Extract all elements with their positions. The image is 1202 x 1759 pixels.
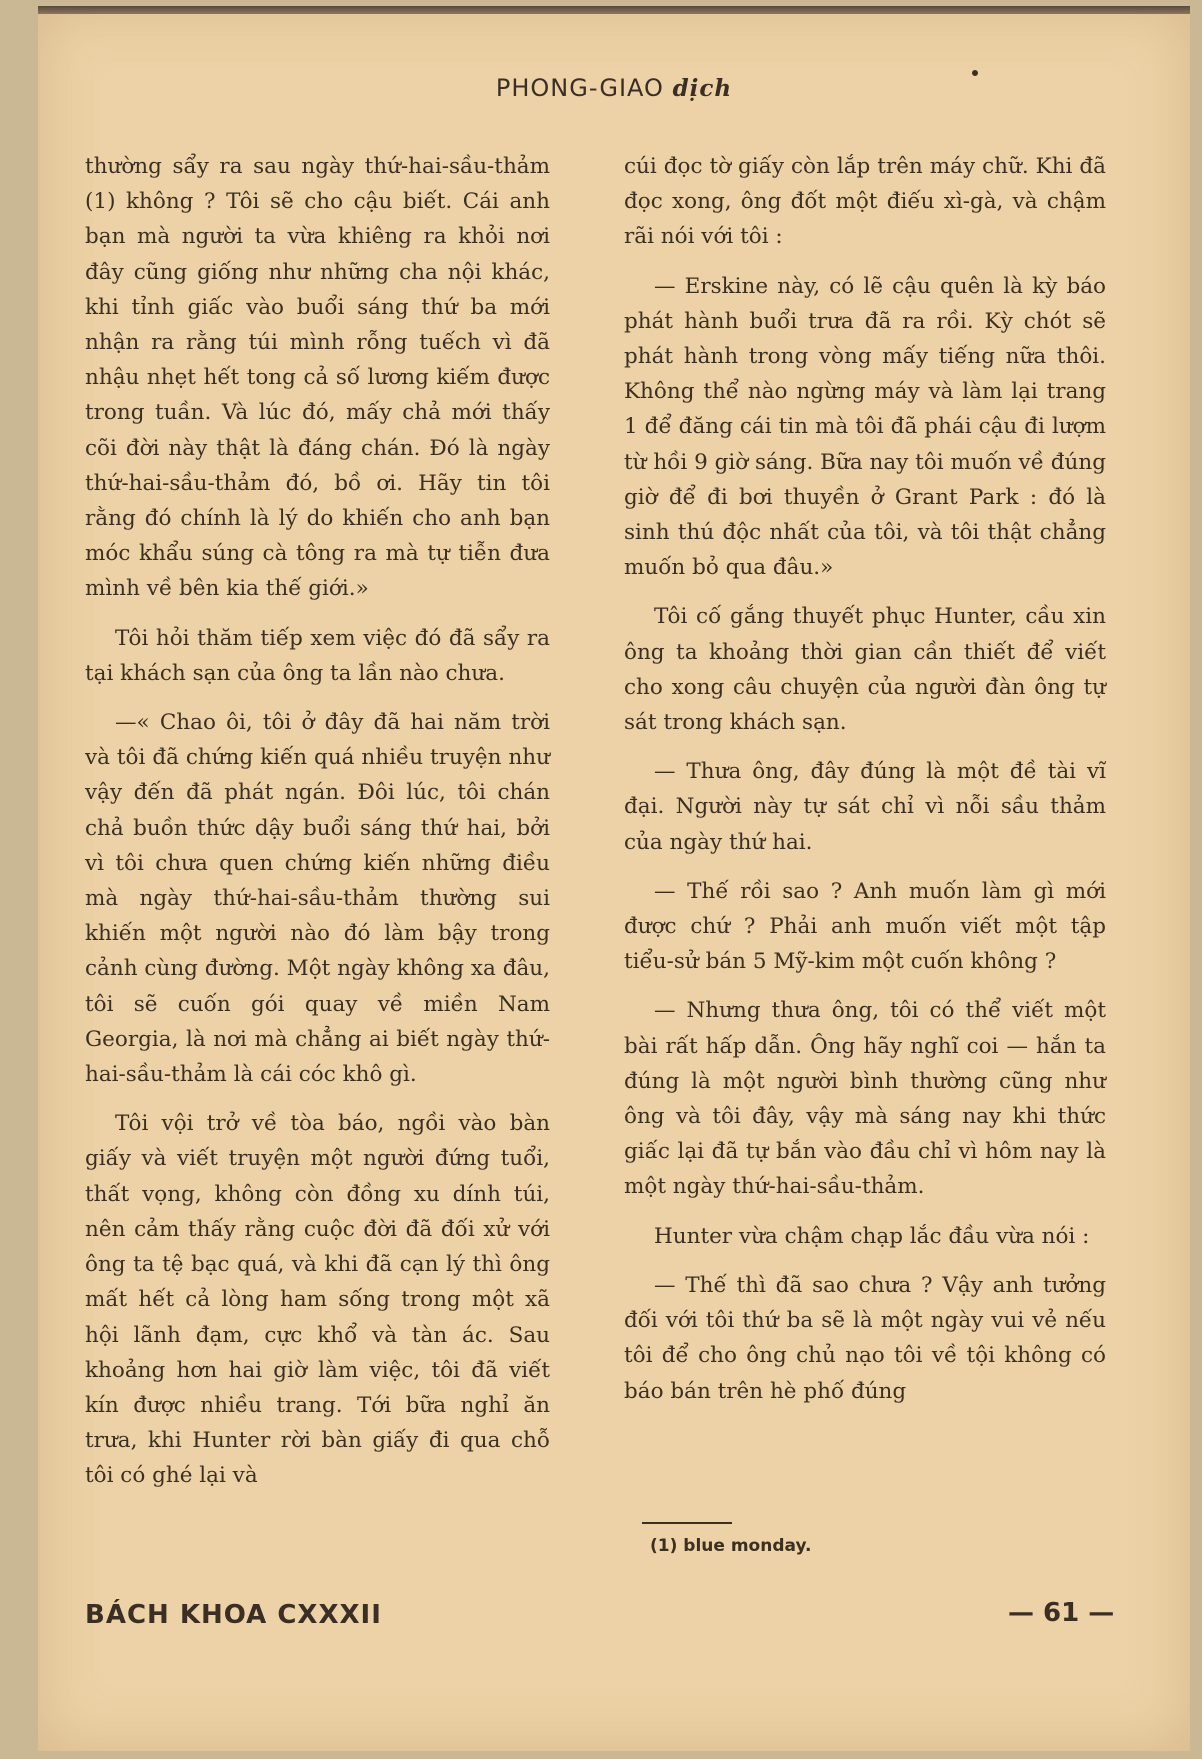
footnote: (1) blue monday. <box>650 1536 812 1556</box>
top-edge-rule <box>38 6 1190 14</box>
magazine-page <box>38 6 1190 1751</box>
paragraph: — Nhưng thưa ông, tôi có thể viết một bài rất hấp dẫn. Ông hãy nghĩ coi — hắn ta đúng là một người bình thường cũng như ông và tôi đây, vậy mà sáng nay khi thức giấc lại đã tự bắn vào đầu chỉ vì hôm nay là một ngày thứ-hai-sầu-thảm. <box>624 998 1106 1200</box>
right-column <box>624 149 1106 1423</box>
running-head-role: dịch <box>672 75 733 102</box>
page-number: — 61 — <box>1008 1598 1115 1628</box>
journal-title: BÁCH KHOA CXXXII <box>85 1600 382 1630</box>
paragraph: Hunter vừa chậm chạp lắc đầu vừa nói : <box>654 1223 1090 1249</box>
running-head <box>38 74 1190 102</box>
paragraph: — Erskine này, có lẽ cậu quên là kỳ báo phát hành buổi trưa đã ra rồi. Kỳ chót sẽ phát hành trong vòng mấy tiếng nữa thôi. Không thể nào ngừng máy và làm lại trang 1 để đăng cái tin mà tôi đã phái cậu đi lượm từ hồi 9 giờ sáng. Bữa nay tôi muốn về đúng giờ để đi bơi thuyền ở Grant Park : đó là sinh thú độc nhất của tôi, và tôi thật chẳng muốn bỏ qua đâu.» <box>624 273 1106 581</box>
left-column <box>85 149 550 1508</box>
paragraph: Tôi vội trở về tòa báo, ngồi vào bàn giấy và viết truyện một người đứng tuổi, thất vọng, không còn đồng xu dính túi, nên cảm thấy rằng cuộc đời đã đối xử với ông ta tệ bạc quá, và khi đã cạn lý thì ông mất hết cả lòng ham sống trong một xã hội lãnh đạm, cực khổ và tàn ác. Sau khoảng hơn hai giờ làm việc, tôi đã viết kín được nhiều trang. Tới bữa nghỉ ăn trưa, khi Hunter rời bàn giấy đi qua chỗ tôi có ghé lại và <box>85 1111 550 1489</box>
footnote-rule <box>642 1522 732 1524</box>
paragraph: —« Chao ôi, tôi ở đây đã hai năm trời và tôi đã chứng kiến quá nhiều truyện như vậy đến đã phát ngán. Đôi lúc, tôi chán chả buồn thức dậy buổi sáng thứ hai, bởi vì tôi chưa quen chứng kiến những điều mà ngày thứ-hai-sầu-thảm thường sui khiến một người nào đó làm bậy trong cảnh cùng đường. Một ngày không xa đâu, tôi sẽ cuốn gói quay về miền Nam Georgia, là nơi mà chẳng ai biết ngày thứ-hai-sầu-thảm là cái cóc khô gì. <box>85 710 550 1088</box>
paragraph: — Thưa ông, đây đúng là một đề tài vĩ đại. Người này tự sát chỉ vì nỗi sầu thảm của ngày thứ hai. <box>624 759 1106 855</box>
paragraph: cúi đọc tờ giấy còn lắp trên máy chữ. Khi đã đọc xong, ông đốt một điếu xì-gà, và chậm rãi nói với tôi : <box>624 154 1106 250</box>
paragraph: thường sẩy ra sau ngày thứ-hai-sầu-thảm (1) không ? Tôi sẽ cho cậu biết. Cái anh bạn mà người ta vừa khiêng ra khỏi nơi đây cũng giống như những cha nội khác, khi tỉnh giấc vào buổi sáng thứ ba mới nhận ra rằng túi mình rỗng tuếch vì đã nhậu nhẹt hết tong cả số lương kiếm được trong tuần. Và lúc đó, mấy chả mới thấy cõi đời này thật là đáng chán. Đó là ngày thứ-hai-sầu-thảm đó, bồ ơi. Hãy tin tôi rằng đó chính là lý do khiến cho anh bạn móc khẩu súng cà tông ra mà tự tiễn đưa mình về bên kia thế giới.» <box>85 154 550 602</box>
paragraph: Tôi hỏi thăm tiếp xem việc đó đã sẩy ra tại khách sạn của ông ta lần nào chưa. <box>85 625 550 686</box>
running-head-author: PHONG-GIAO <box>495 74 664 102</box>
paragraph: Tôi cố gắng thuyết phục Hunter, cầu xin ông ta khoảng thời gian cần thiết để viết cho xong câu chuyện của người đàn ông tự sát trong khách sạn. <box>624 604 1106 736</box>
paragraph: — Thế rồi sao ? Anh muốn làm gì mới được chứ ? Phải anh muốn viết một tập tiểu-sử bán 5 Mỹ-kim một cuốn không ? <box>624 878 1106 975</box>
paragraph: — Thế thì đã sao chưa ? Vậy anh tưởng đối với tôi thứ ba sẽ là một ngày vui vẻ nếu tôi để cho ông chủ nạo tôi về tội không có báo bán trên hè phố đúng <box>624 1272 1106 1404</box>
